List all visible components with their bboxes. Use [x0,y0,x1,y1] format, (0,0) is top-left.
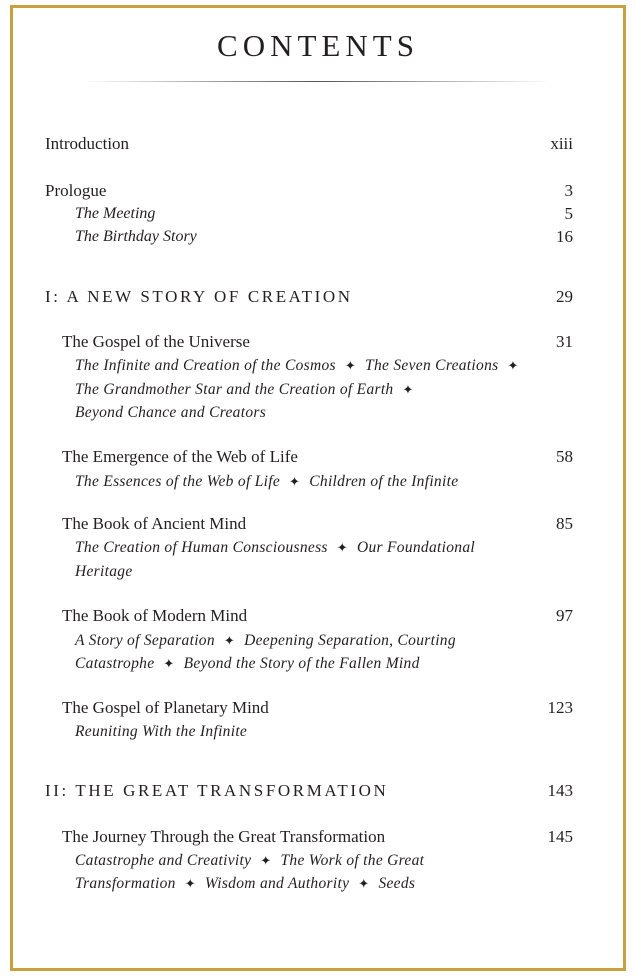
toc-entry-prologue[interactable] [0,179,636,203]
toc-chapter-label: The Emergence of the Web of Life [62,447,298,466]
toc-section-title: The Creation of Human Consciousness [75,539,328,556]
toc-section-title: Beyond Chance and Creators [75,404,267,421]
toc-page-number: xiii [550,134,573,153]
toc-section-line [75,401,266,425]
toc-entry-label: Prologue [45,181,107,200]
toc-part-two[interactable] [0,779,636,803]
toc-chapter-planetary-mind[interactable] [0,696,636,720]
toc-section-title: Wisdom and Authority [204,875,350,892]
toc-section-title: Reuniting With the Infinite [75,723,248,740]
toc-section-line [75,536,475,560]
toc-chapter-journey[interactable] [0,825,636,849]
toc-section-title: Seeds [378,875,416,892]
toc-section-title: Our Foundational [356,539,476,556]
toc-section-title: A Story of Separation [75,632,215,649]
toc-part-one[interactable] [0,285,636,309]
toc-subentry-birthday-story[interactable] [0,225,636,249]
toc-page-number: 123 [547,698,573,717]
toc-section-title: The Essences of the Web of Life [75,473,281,490]
toc-page-number: 143 [547,781,573,800]
toc-page-number: 85 [556,514,573,533]
toc-section-title: The Grandmother Star and the Creation of Earth [75,381,394,398]
toc-subentry-label: The Meeting [75,205,156,222]
toc-chapter-label: The Gospel of Planetary Mind [62,698,269,717]
toc-chapter-gospel-universe[interactable] [0,330,636,354]
toc-section-title: Children of the Infinite [309,473,459,490]
toc-chapter-label: The Book of Ancient Mind [62,514,247,533]
toc-subentry-label: The Birthday Story [75,228,197,245]
toc-entry-label: Introduction [45,134,130,153]
toc-section-line [75,720,247,744]
toc-section-title: Transformation [75,875,176,892]
toc-page-number: 5 [564,204,573,223]
separator-star-icon: ✦ [260,853,272,868]
toc-page-number: 145 [547,827,573,846]
toc-page-number: 31 [556,332,573,351]
page-title: CONTENTS [217,28,419,63]
toc-entry-introduction[interactable] [0,132,636,156]
toc-section-title: Heritage [75,563,133,580]
toc-part-label: I: A NEW STORY OF CREATION [45,287,353,306]
toc-chapter-ancient-mind[interactable] [0,512,636,536]
toc-section-line [75,354,519,378]
separator-star-icon: ✦ [223,633,236,648]
toc-chapter-label: The Book of Modern Mind [62,606,248,625]
toc-section-line [75,560,133,584]
toc-page-number: 3 [564,181,573,200]
toc-page-number: 97 [556,606,573,625]
separator-star-icon: ✦ [344,358,357,373]
toc-section-title: Catastrophe [75,655,155,672]
toc-section-title: Beyond the Story of the Fallen Mind [183,655,420,672]
separator-star-icon: ✦ [163,656,175,671]
title-divider [82,81,552,82]
toc-page-number: 29 [556,287,573,306]
separator-star-icon: ✦ [289,474,301,489]
toc-section-title: Catastrophe and Creativity [75,852,252,869]
toc-page-number: 58 [556,447,573,466]
toc-subentry-meeting[interactable] [0,202,636,226]
toc-chapter-label: The Journey Through the Great Transformation [62,827,386,846]
toc-section-title: The Work of the Great [280,852,425,869]
separator-star-icon: ✦ [358,876,370,891]
toc-page-number: 16 [556,227,573,246]
toc-part-label: II: THE GREAT TRANSFORMATION [45,781,389,800]
toc-section-line [75,652,420,676]
toc-section-title: The Seven Creations [365,357,499,374]
toc-section-title: Deepening Separation, Courting [244,632,456,649]
toc-section-line [75,629,456,653]
toc-chapter-modern-mind[interactable] [0,604,636,628]
separator-star-icon: ✦ [507,358,519,373]
separator-star-icon: ✦ [336,540,348,555]
toc-section-line [75,849,424,873]
separator-star-icon: ✦ [184,876,196,891]
toc-chapter-label: The Gospel of the Universe [62,332,250,351]
separator-star-icon: ✦ [402,382,414,397]
toc-section-line [75,470,458,494]
toc-section-title: The Infinite and Creation of the Cosmos [75,357,336,374]
toc-section-line [75,872,415,896]
toc-chapter-web-of-life[interactable] [0,445,636,469]
toc-section-line [75,378,414,402]
